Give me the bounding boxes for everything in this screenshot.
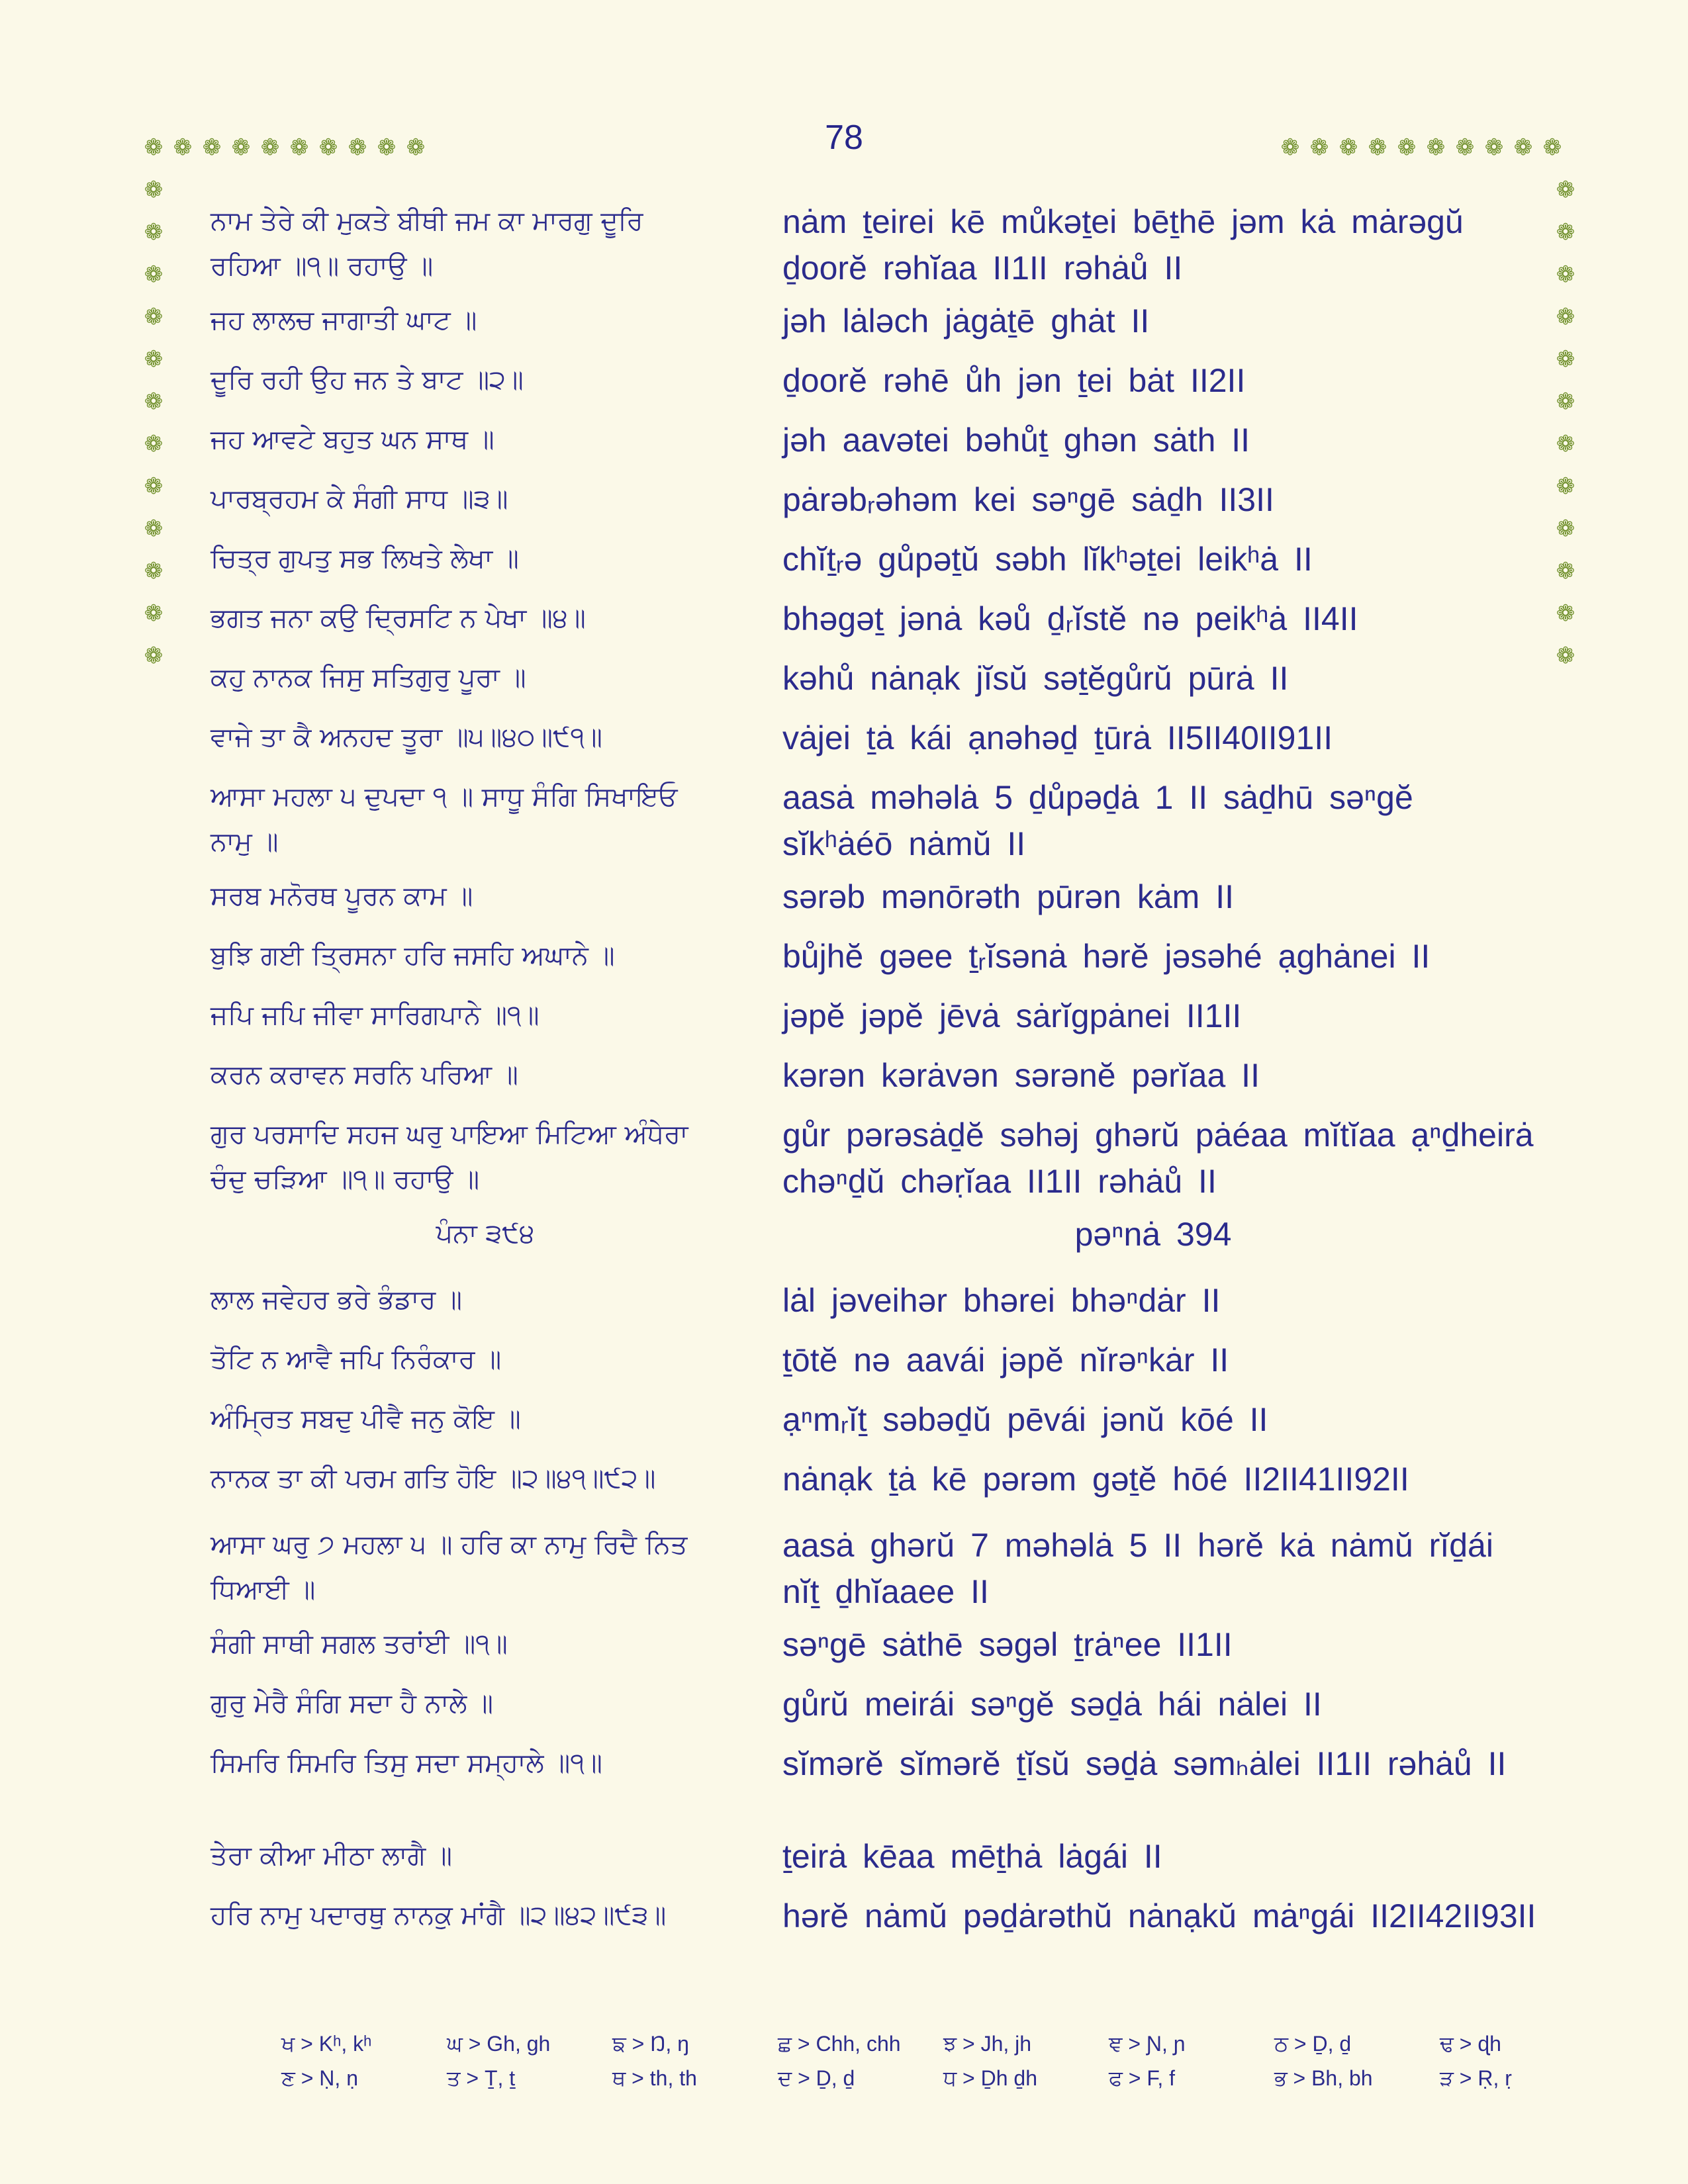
flower-icon: ❁ — [1556, 346, 1575, 373]
legend-item: ਧ > Ḏh ḏh — [943, 2066, 1038, 2090]
flower-icon: ❁ — [144, 516, 164, 542]
flower-icon: ❁ — [1542, 134, 1562, 161]
legend-item: ਭ > Bh, bh — [1274, 2066, 1373, 2090]
transliteration-text: bhəgəṯ jənȧ kəů ḏᵣĭstĕ nə peikʰȧ II4II — [782, 600, 1358, 637]
flower-icon: ❁ — [1556, 388, 1575, 415]
gurmukhi-text: ਜਹ ਲਾਲਚ ਜਾਗਾਤੀ ਘਾਟ ॥ — [211, 305, 477, 336]
gurmukhi-text: ਬੁਝਿ ਗਈ ਤ੍ਰਿਸਨਾ ਹਰਿ ਜਸਹਿ ਅਘਾਨੇ ॥ — [211, 940, 615, 971]
flower-icon: ❁ — [144, 643, 164, 669]
flower-icon: ❁ — [144, 219, 164, 246]
flower-icon: ❁ — [1556, 219, 1575, 246]
gurmukhi-text: ਕਰਨ ਕਰਾਵਨ ਸਰਨਿ ਪਰਿਆ ॥ — [211, 1060, 518, 1090]
transliteration-text: ạⁿmᵣĭṯ səbəḏŭ pēvái jənŭ kōé II — [782, 1401, 1268, 1438]
flower-icon: ❁ — [1556, 304, 1575, 330]
transliteration-text: nȧnạk ṯȧ kē pərəm gəṯĕ hōé II2II41II92II — [782, 1461, 1409, 1498]
transliteration-text: ṯōtĕ nə aavái jəpĕ nĭrəⁿkȧr II — [782, 1342, 1229, 1379]
transliteration-text: pȧrəbᵣəhəm kei səⁿgē sȧḏh II3II — [782, 481, 1274, 518]
transliteration-text: pəⁿnȧ 394 — [1074, 1216, 1232, 1253]
gurmukhi-text: ਆਸਾ ਘਰੁ ੭ ਮਹਲਾ ੫ ॥ ਹਰਿ ਕਾ ਨਾਮੁ ਰਿਦੈ ਨਿਤ ਧਿਆਈ ॥ — [211, 1529, 688, 1605]
legend-item: ਫ > F, f — [1109, 2066, 1176, 2090]
gurmukhi-text: ਤੋਟਿ ਨ ਆਵੈ ਜਪਿ ਨਿਰੰਕਾਰ ॥ — [211, 1344, 502, 1375]
gurmukhi-text: ਨਾਨਕ ਤਾ ਕੀ ਪਰਮ ਗਤਿ ਹੋਇ ॥੨॥੪੧॥੯੨॥ — [211, 1463, 656, 1494]
gurmukhi-text: ਗੁਰ ਪਰਸਾਦਿ ਸਹਜ ਘਰੁ ਪਾਇਆ ਮਿਟਿਆ ਅੰਧੇਰਾ ਚੰਦੁ ਚੜਿਆ ॥੧॥ ਰਹਾਉ ॥ — [211, 1119, 688, 1195]
transliteration-text: bůjhĕ gəee ṯᵣĭsənȧ hərĕ jəsəhé ạghȧnei II — [782, 938, 1430, 975]
legend-item: ਙ > Ŋ, ŋ — [612, 2032, 689, 2056]
flower-icon: ❁ — [318, 134, 338, 161]
flower-icon: ❁ — [1280, 134, 1300, 161]
gurmukhi-text: ਜਪਿ ਜਪਿ ਜੀਵਾ ਸਾਰਿਗਪਾਨੇ ॥੧॥ — [211, 1000, 539, 1030]
legend-item: ਢ > ɖh — [1440, 2032, 1501, 2056]
gurmukhi-text: ਭਗਤ ਜਨਾ ਕਉ ਦ੍ਰਿਸਟਿ ਨ ਪੇਖਾ ॥੪॥ — [211, 603, 586, 633]
gurmukhi-text: ਪਾਰਬ੍ਰਹਮ ਕੇ ਸੰਗੀ ਸਾਧ ॥੩॥ — [211, 484, 508, 514]
flower-icon: ❁ — [144, 388, 164, 415]
gurmukhi-text: ਕਹੁ ਨਾਨਕ ਜਿਸੁ ਸਤਿਗੁਰੁ ਪੂਰਾ ॥ — [211, 662, 526, 693]
legend-row — [0, 2066, 1688, 2098]
flower-icon: ❁ — [144, 558, 164, 584]
page-number: 78 — [825, 118, 863, 157]
flower-icon: ❁ — [144, 304, 164, 330]
transliteration-text: chĭṯᵣə gůpəṯŭ səbh lĭkʰəṯei leikʰȧ II — [782, 541, 1313, 578]
legend-item: ਣ > Ṇ, ṇ — [281, 2066, 358, 2090]
gurmukhi-text: ਲਾਲ ਜਵੇਹਰ ਭਰੇ ਭੰਡਾਰ ॥ — [211, 1285, 462, 1315]
flower-icon: ❁ — [1556, 177, 1575, 203]
gurmukhi-text: ਚਿਤ੍ਰ ਗੁਪਤੁ ਸਭ ਲਿਖਤੇ ਲੇਖਾ ॥ — [211, 543, 519, 574]
gurmukhi-text: ਨਾਮ ਤੇਰੇ ਕੀ ਮੁਕਤੇ ਬੀਥੀ ਜਮ ਕਾ ਮਾਰਗੁ ਦੂਰਿ ਰਹਿਆ ॥੧॥ ਰਹਾਉ ॥ — [211, 206, 643, 281]
flower-icon: ❁ — [144, 600, 164, 627]
flower-icon: ❁ — [1484, 134, 1504, 161]
transliteration-text: gůr pərəsȧḏĕ səhəj ghərŭ pȧéaa mĭtĭaa ạⁿḏheirȧ chəⁿḏŭ chəṛĭaa II1II rəhȧů II — [782, 1116, 1534, 1200]
flower-icon: ❁ — [144, 346, 164, 373]
flower-icon: ❁ — [1397, 134, 1417, 161]
gurmukhi-text: ਸਰਬ ਮਨੋਰਥ ਪੂਰਨ ਕਾਮ ॥ — [211, 881, 473, 911]
transliteration-text: nȧm ṯeirei kē můkəṯei bēṯhē jəm kȧ mȧrəgŭ ḏoorĕ rəhĭaa II1II rəhȧů II — [782, 203, 1464, 287]
legend-item: ਦ > Ḏ, ḏ — [778, 2066, 855, 2090]
gurmukhi-text: ਤੇਰਾ ਕੀਆ ਮੀਠਾ ਲਾਗੈ ॥ — [211, 1841, 452, 1871]
flower-icon: ❁ — [1556, 643, 1575, 669]
flower-icon: ❁ — [1556, 261, 1575, 288]
flower-icon: ❁ — [260, 134, 280, 161]
legend-item: ਞ > Ɲ, ɲ — [1109, 2032, 1186, 2056]
legend-item: ਤ > Ṯ, ṯ — [447, 2066, 516, 2090]
flower-icon: ❁ — [1556, 516, 1575, 542]
gurmukhi-text: ਦੂਰਿ ਰਹੀ ਉਹ ਜਨ ਤੇ ਬਾਟ ॥੨॥ — [211, 365, 524, 395]
gurmukhi-text: ਗੁਰੁ ਮੇਰੈ ਸੰਗਿ ਸਦਾ ਹੈ ਨਾਲੇ ॥ — [211, 1688, 493, 1719]
flower-icon: ❁ — [289, 134, 309, 161]
transliteration-text: jəh lȧləch jȧgȧṯē ghȧt II — [782, 302, 1150, 340]
flower-icon: ❁ — [144, 473, 164, 500]
flower-icon: ❁ — [144, 261, 164, 288]
flower-icon: ❁ — [1309, 134, 1329, 161]
transliteration-text: ḏoorĕ rəhē ůh jən ṯei bȧt II2II — [782, 362, 1246, 399]
transliteration-text: aasȧ ghərŭ 7 məhəlȧ 5 II hərĕ kȧ nȧmŭ rĭḏái nĭṯ ḏhĭaaee II — [782, 1527, 1493, 1610]
flower-icon: ❁ — [1368, 134, 1387, 161]
flower-icon: ❁ — [1556, 600, 1575, 627]
flower-icon: ❁ — [1426, 134, 1446, 161]
flower-icon: ❁ — [1455, 134, 1475, 161]
legend-row — [0, 2032, 1688, 2064]
gurmukhi-text: ਹਰਿ ਨਾਮੁ ਪਦਾਰਥੁ ਨਾਨਕੁ ਮਾਂਗੈ ॥੨॥੪੨॥੯੩॥ — [211, 1900, 667, 1931]
flower-icon: ❁ — [173, 134, 193, 161]
flower-icon: ❁ — [144, 431, 164, 457]
flower-icon: ❁ — [1513, 134, 1533, 161]
transliteration-text: ṯeirȧ kēaa mēṯhȧ lȧgái II — [782, 1838, 1162, 1875]
flower-icon: ❁ — [1556, 431, 1575, 457]
legend-item: ੜ > Ṛ, ṛ — [1440, 2066, 1512, 2090]
gurmukhi-text: ਸੰਗੀ ਸਾਥੀ ਸਗਲ ਤਰਾਂਈ ॥੧॥ — [211, 1629, 508, 1659]
flower-icon: ❁ — [348, 134, 367, 161]
gurmukhi-text: ਵਾਜੇ ਤਾ ਕੈ ਅਨਹਦ ਤੂਰਾ ॥੫॥੪੦॥੯੧॥ — [211, 722, 603, 752]
transliteration-text: sərəb mənōrəth pūrən kȧm II — [782, 878, 1234, 915]
transliteration-text: kəhů nȧnạk jĭsŭ səṯĕgůrŭ pūrȧ II — [782, 660, 1289, 697]
gurmukhi-text: ਸਿਮਰਿ ਸਿਮਰਿ ਤਿਸੁ ਸਦਾ ਸਮ੍ਹਾਲੇ ॥੧॥ — [211, 1748, 602, 1778]
legend-item: ਘ > Gh, gh — [447, 2032, 551, 2056]
flower-icon: ❁ — [202, 134, 222, 161]
legend-item: ਥ > th, th — [612, 2066, 697, 2090]
flower-icon: ❁ — [406, 134, 426, 161]
legend-item: ਝ > Jh, jh — [943, 2032, 1032, 2056]
transliteration-text: hərĕ nȧmŭ pəḏȧrəthŭ nȧnạkŭ mȧⁿgái II2II42II93II — [782, 1897, 1536, 1934]
flower-icon: ❁ — [144, 177, 164, 203]
transliteration-text: gůrŭ meirái səⁿgĕ səḏȧ hái nȧlei II — [782, 1686, 1322, 1723]
gurmukhi-text: ਜਹ ਆਵਟੇ ਬਹੁਤ ਘਨ ਸਾਥ ॥ — [211, 424, 494, 455]
legend-item: ਛ > Chh, chh — [778, 2032, 901, 2056]
flower-icon: ❁ — [1556, 473, 1575, 500]
flower-icon: ❁ — [231, 134, 251, 161]
legend-item: ਠ > Ḏ, ḏ — [1274, 2032, 1352, 2056]
gurmukhi-text: ਆਸਾ ਮਹਲਾ ੫ ਦੁਪਦਾ ੧ ॥ ਸਾਧੂ ਸੰਗਿ ਸਿਖਾਇਓ ਨਾਮੁ ॥ — [211, 782, 678, 857]
legend-item: ਖ > Kʰ, kʰ — [281, 2032, 372, 2056]
transliteration-text: lȧl jəveihər bhərei bhəⁿdȧr II — [782, 1282, 1221, 1319]
transliteration-text: kərən kərȧvən sərənĕ pərĭaa II — [782, 1057, 1260, 1094]
transliteration-text: jəpĕ jəpĕ jēvȧ sȧrĭgpȧnei II1II — [782, 997, 1242, 1034]
flower-icon: ❁ — [1338, 134, 1358, 161]
gurmukhi-text: ਅੰਮ੍ਰਿਤ ਸਬਦੁ ਪੀਵੈ ਜਨੁ ਕੋਇ ॥ — [211, 1404, 521, 1434]
flower-icon: ❁ — [1556, 558, 1575, 584]
transliteration-text: səⁿgē sȧthē səgəl ṯrȧⁿee II1II — [782, 1626, 1233, 1663]
flower-icon: ❁ — [377, 134, 397, 161]
transliteration-text: sĭmərĕ sĭmərĕ ṯĭsŭ səḏȧ səmₕȧlei II1II rəhȧů II — [782, 1745, 1507, 1782]
transliteration-text: vȧjei ṯȧ kái ạnəhəḏ ṯūrȧ II5II40II91II — [782, 719, 1333, 756]
transliteration-text: jəh aavətei bəhůṯ ghən sȧth II — [782, 422, 1250, 459]
transliteration-text: aasȧ məhəlȧ 5 ḏůpəḏȧ 1 II sȧḏhū səⁿgĕ sĭkʰȧéō nȧmŭ II — [782, 779, 1413, 862]
gurmukhi-text: ਪੰਨਾ ੩੯੪ — [436, 1218, 535, 1249]
flower-icon: ❁ — [144, 134, 164, 161]
